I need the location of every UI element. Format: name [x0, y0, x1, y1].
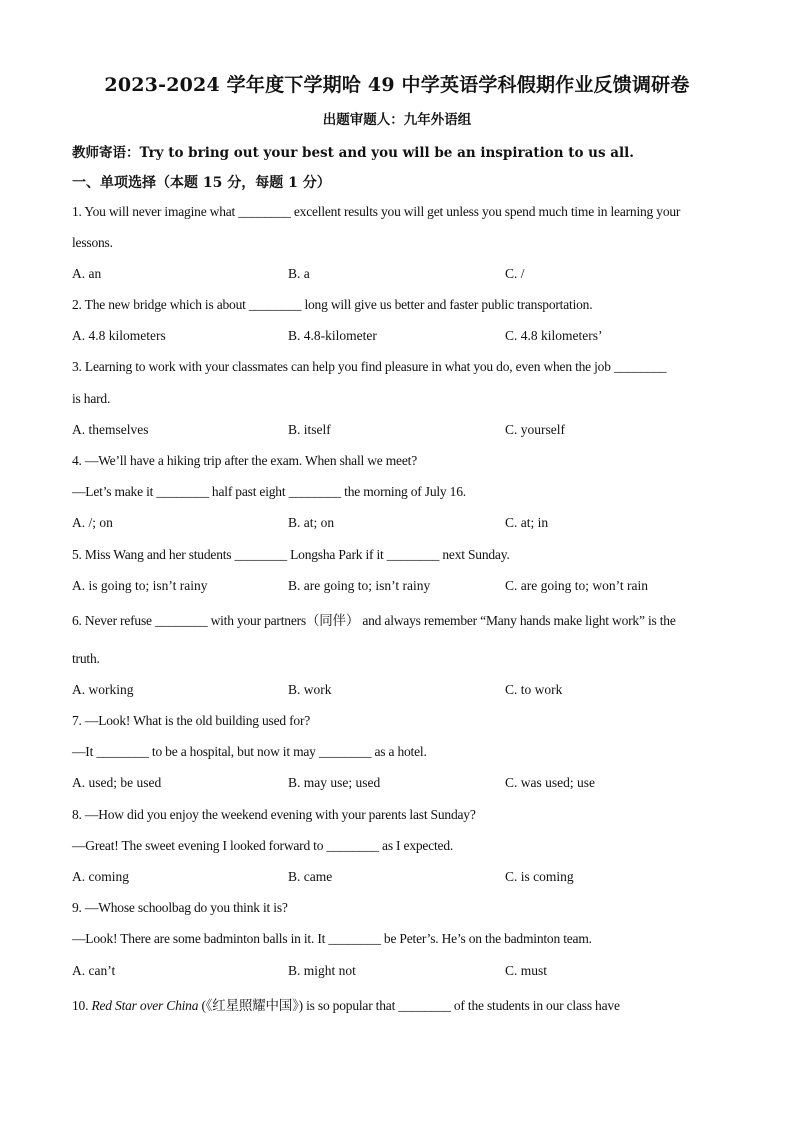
teacher-note: 教师寄语：Try to bring out your best and you will be an inspiration to us all. — [72, 145, 634, 161]
question-7-option-c: C. was used; use — [505, 775, 595, 790]
question-10-book-title: Red Star over China — [91, 998, 199, 1013]
question-7-option-a: A. used; be used — [72, 775, 162, 790]
question-9-option-c: C. must — [505, 963, 548, 978]
question-4-option-b: B. at; on — [288, 515, 335, 530]
question-1-option-b: B. a — [288, 266, 310, 281]
question-8-stem-line-2: —Great! The sweet evening I looked forward to ________ as I expected. — [72, 838, 454, 853]
question-8-option-c: C. is coming — [505, 869, 574, 884]
question-5-stem-line-1: 5. Miss Wang and her students ________ Longsha Park if it ________ next Sunday. — [72, 547, 510, 562]
question-2-option-b: B. 4.8-kilometer — [288, 328, 377, 343]
question-6-option-c: C. to work — [505, 682, 563, 697]
question-2-option-c: C. 4.8 kilometers’ — [505, 328, 603, 343]
page-title: 2023-2024 学年度下学期哈 49 中学英语学科假期作业反馈调研卷 — [104, 74, 690, 96]
question-10-number: 10. — [72, 998, 92, 1013]
page-subtitle: 出题审题人：九年外语组 — [322, 112, 472, 128]
section-heading: 一、单项选择（本题 15 分，每题 1 分） — [72, 175, 331, 191]
question-8-stem-line-1: 8. —How did you enjoy the weekend evening with your parents last Sunday? — [72, 807, 476, 822]
question-4-stem-line-1: 4. —We’ll have a hiking trip after the exam. When shall we meet? — [72, 453, 417, 468]
question-3-stem-line-2: is hard. — [72, 391, 111, 406]
question-1-stem-line-1: 1. You will never imagine what ________ excellent results you will get unless you spend much time in learning your — [72, 204, 681, 219]
question-5-option-b: B. are going to; isn’t rainy — [288, 578, 431, 593]
question-7-option-b: B. may use; used — [288, 775, 381, 790]
question-7-stem-line-1: 7. —Look! What is the old building used for? — [72, 713, 311, 728]
question-9-option-b: B. might not — [288, 963, 356, 978]
question-9-stem-line-2: —Look! There are some badminton balls in it. It ________ be Peter’s. He’s on the badminton team. — [72, 931, 592, 946]
question-8-option-b: B. came — [288, 869, 333, 884]
question-6-stem-line-1: 6. Never refuse ________ with your partners（同伴） and always remember “Many hands make light work” is the — [72, 613, 676, 628]
question-3-option-a: A. themselves — [72, 422, 149, 437]
question-3-option-c: C. yourself — [505, 422, 565, 437]
question-5-option-a: A. is going to; isn’t rainy — [72, 578, 208, 593]
question-9-option-a: A. can’t — [72, 963, 116, 978]
question-1-option-c: C. / — [505, 266, 525, 281]
question-4-option-c: C. at; in — [505, 515, 549, 530]
question-2-option-a: A. 4.8 kilometers — [72, 328, 166, 343]
question-4-stem-line-2: —Let’s make it ________ half past eight ________ the morning of July 16. — [72, 484, 466, 499]
question-2-stem-line-1: 2. The new bridge which is about ________ long will give us better and faster public transportation. — [72, 297, 593, 312]
question-9-stem-line-1: 9. —Whose schoolbag do you think it is? — [72, 900, 288, 915]
question-3-option-b: B. itself — [288, 422, 331, 437]
question-3-stem-line-1: 3. Learning to work with your classmates can help you find pleasure in what you do, even when the job ________ — [72, 359, 667, 374]
question-10-stem-rest: (《红星照耀中国》) is so popular that ________ of the students in our class have — [198, 998, 620, 1013]
question-6-option-b: B. work — [288, 682, 332, 697]
question-6-stem-line-2: truth. — [72, 651, 100, 666]
question-5-option-c: C. are going to; won’t rain — [505, 578, 648, 593]
question-1-stem-line-2: lessons. — [72, 235, 113, 250]
question-6-option-a: A. working — [72, 682, 134, 697]
question-10-stem-line-1 — [72, 994, 620, 1014]
question-1-option-a: A. an — [72, 266, 102, 281]
question-7-stem-line-2: —It ________ to be a hospital, but now it may ________ as a hotel. — [72, 744, 427, 759]
question-4-option-a: A. /; on — [72, 515, 113, 530]
question-8-option-a: A. coming — [72, 869, 129, 884]
